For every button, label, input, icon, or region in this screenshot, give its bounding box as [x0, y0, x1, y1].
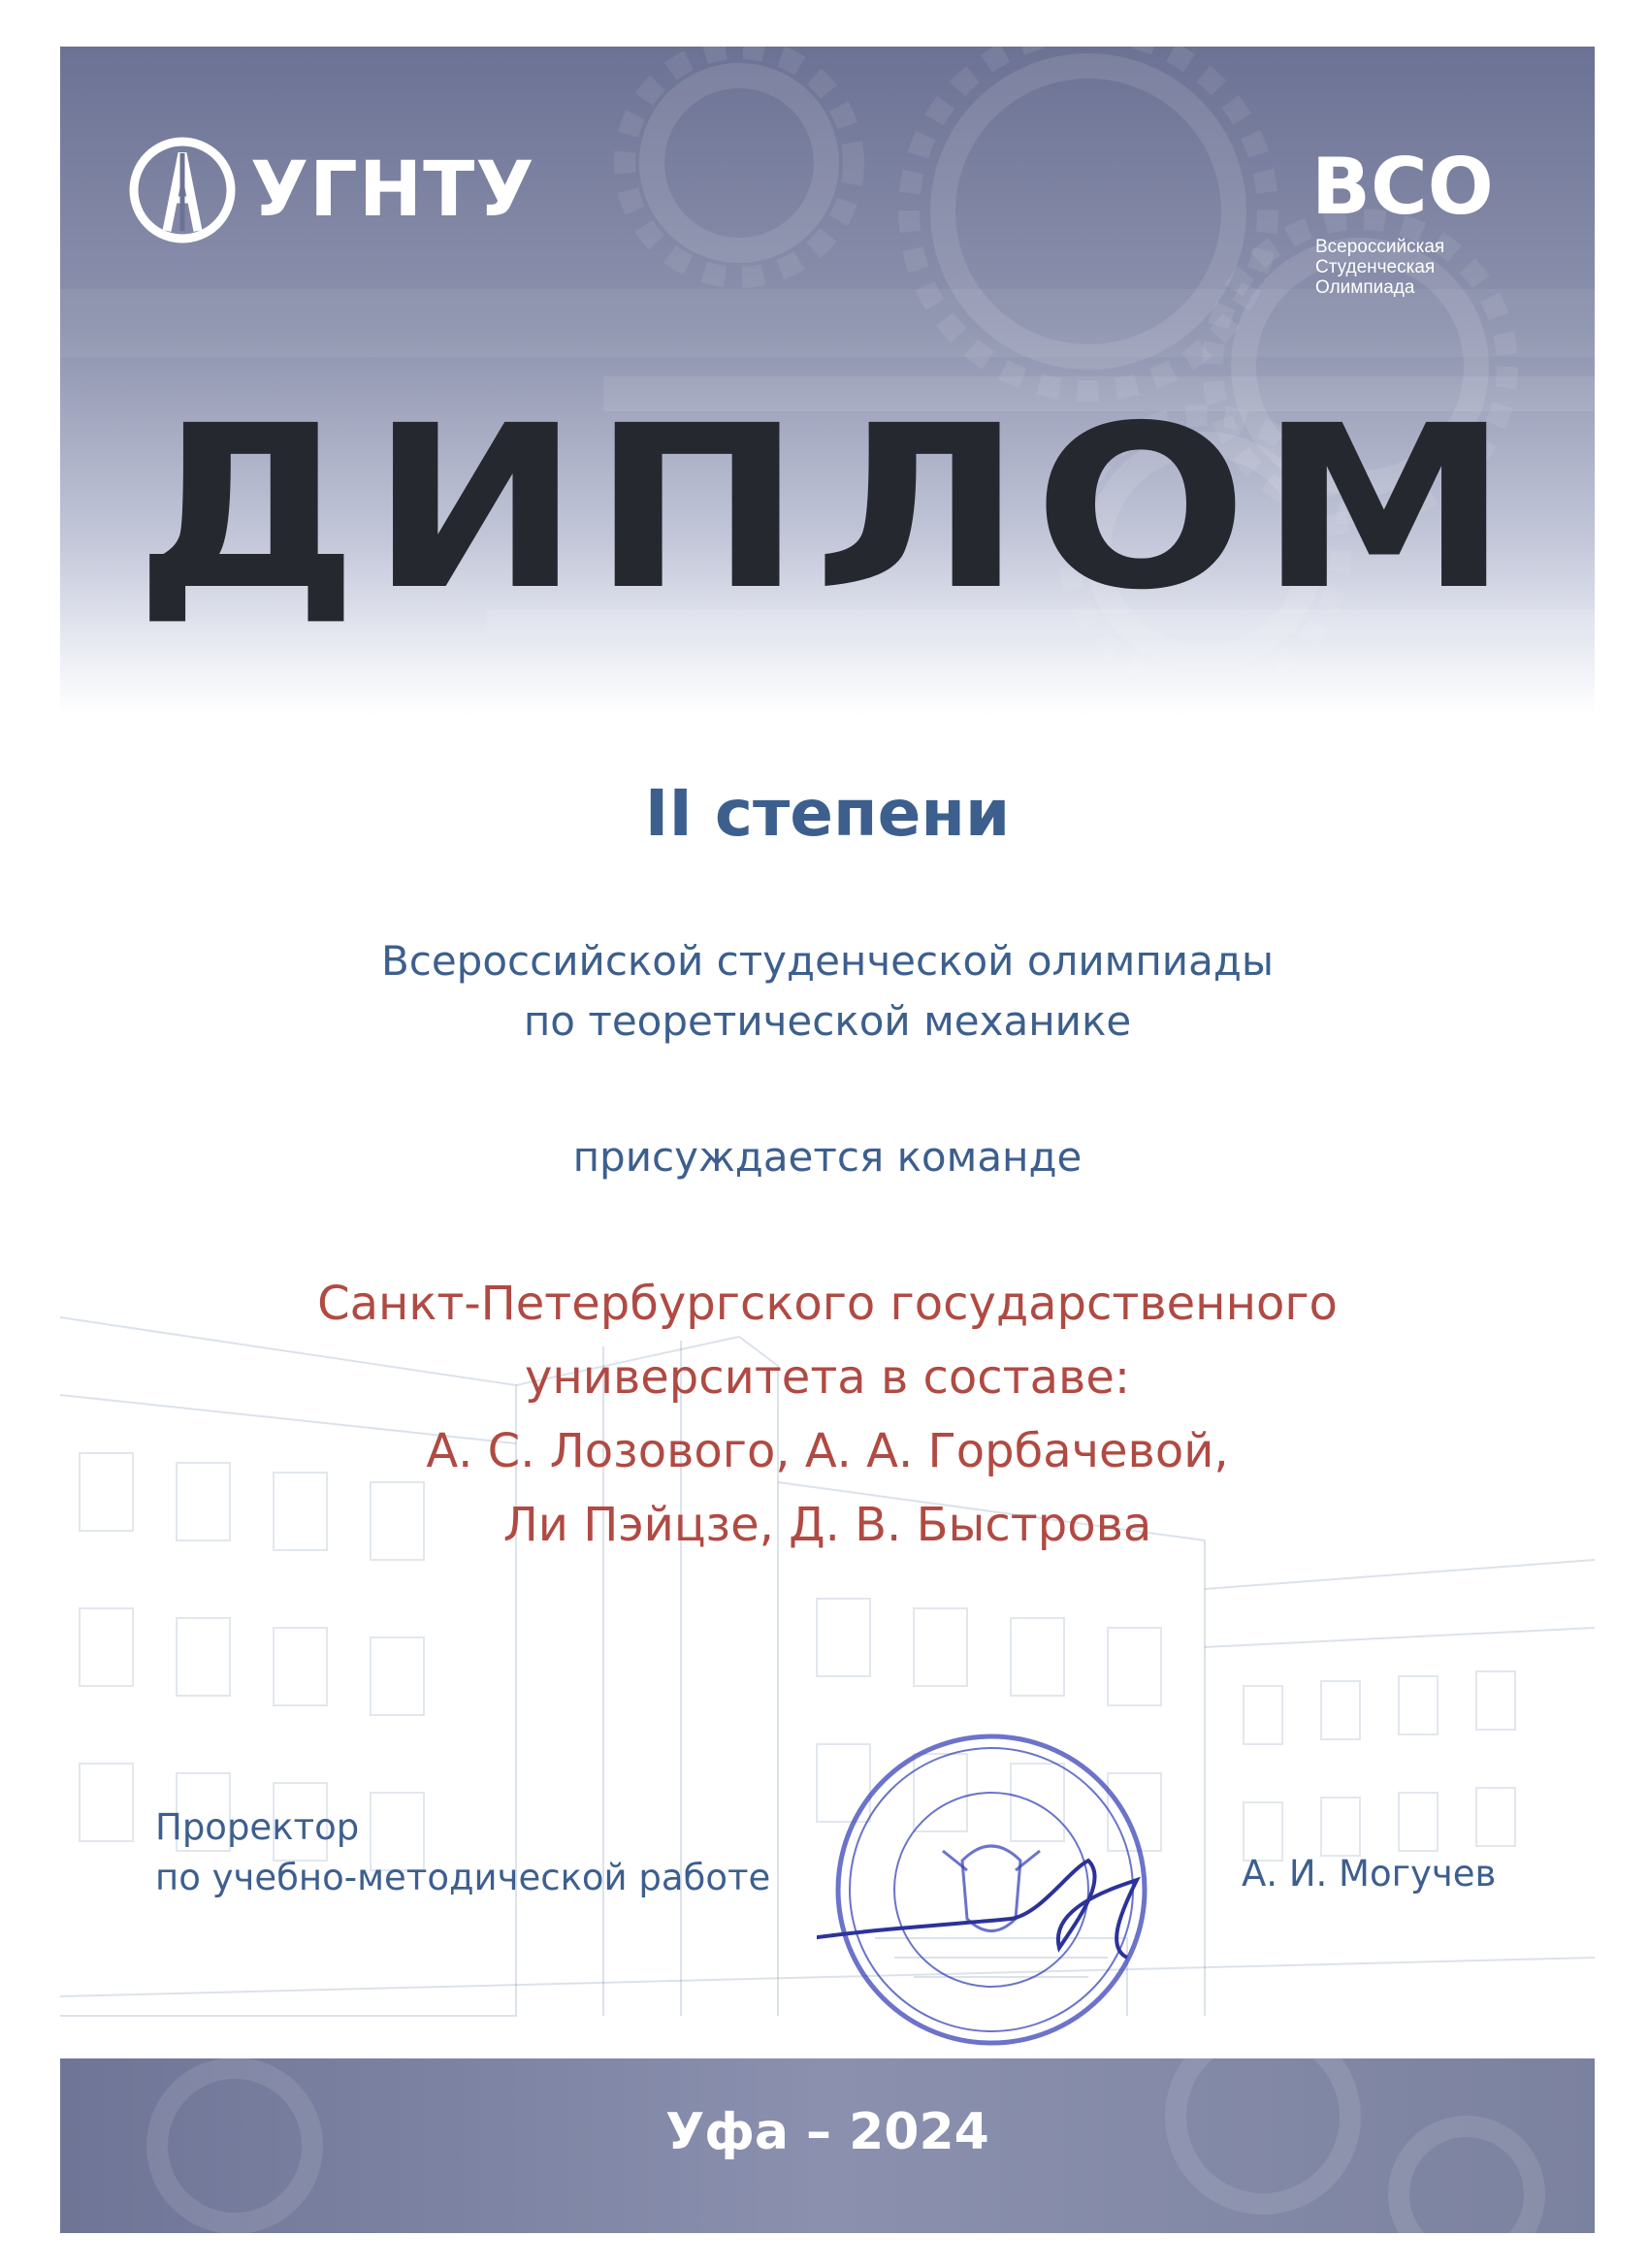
official-stamp: [817, 1725, 1224, 2055]
diploma-title: ДИПЛОМ: [134, 377, 1521, 639]
team-line: университета в составе:: [524, 1350, 1131, 1405]
vso-logo-mark: [1311, 144, 1496, 231]
team-line: Ли Пэйцзе, Д. В. Быстрова: [502, 1498, 1152, 1552]
header-banner: [60, 47, 1595, 716]
signature-stroke: [817, 1861, 1137, 1958]
awarded-text: присуждается команде: [572, 1133, 1083, 1181]
team-line: А. С. Лозового, А. А. Горбачевой,: [426, 1424, 1229, 1478]
olympiad-line: по теоретической механике: [523, 997, 1132, 1045]
team-members: [60, 1267, 1595, 1562]
place-and-year: Уфа – 2024: [665, 2103, 989, 2161]
olympiad-logo-caption: Всероссийская Студенческая Олимпиада: [1315, 237, 1445, 298]
diploma-sheet: [60, 47, 1595, 2233]
olympiad-logo: [1311, 144, 1505, 298]
university-logo: [128, 136, 534, 244]
olympiad-name: [60, 931, 1595, 1052]
olympiad-logo-text: ВСО: [1311, 144, 1494, 231]
degree-heading: II степени: [644, 776, 1011, 851]
team-line: Санкт-Петербургского государственного: [317, 1277, 1338, 1331]
signatory-name: А. И. Могучев: [1242, 1853, 1497, 1895]
university-logo-text: УГНТУ: [250, 146, 535, 234]
derrick-emblem-icon: [128, 136, 237, 244]
footer-banner: [60, 2058, 1595, 2233]
olympiad-line: Всероссийской студенческой олимпиады: [380, 937, 1275, 985]
signatory-position: Проректор по учебно-методической работе: [155, 1806, 771, 1898]
